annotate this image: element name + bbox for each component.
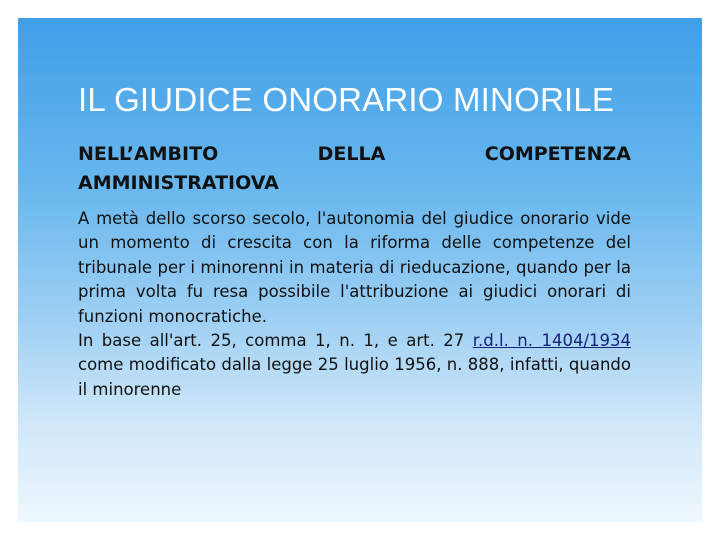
paragraph-2-text-after: come modificato dalla legge 25 luglio 1956, n. 888, infatti, quando il minorenne <box>78 355 631 399</box>
slide-body <box>78 140 631 402</box>
slide-title: IL GIUDICE ONORARIO MINORILE <box>78 81 615 118</box>
paragraph-1: A metà dello scorso secolo, l'autonomia del giudice onorario vide un momento di crescita con la riforma delle competenze del tribunale per i minorenni in materia di rieducazione, quando per la prima volta fu resa possibile l'attribuzione ai giudici onorari di funzioni monocratiche. <box>78 209 631 326</box>
paragraph-2 <box>78 329 631 402</box>
paragraph-2-text-before: In base all'art. 25, comma 1, n. 1, e art. 27 <box>78 331 473 351</box>
subheading: NELL’AMBITO DELLA COMPETENZA AMMINISTRATIOVA <box>78 143 631 194</box>
law-reference-link[interactable]: r.d.l. n. 1404/1934 <box>472 331 631 351</box>
